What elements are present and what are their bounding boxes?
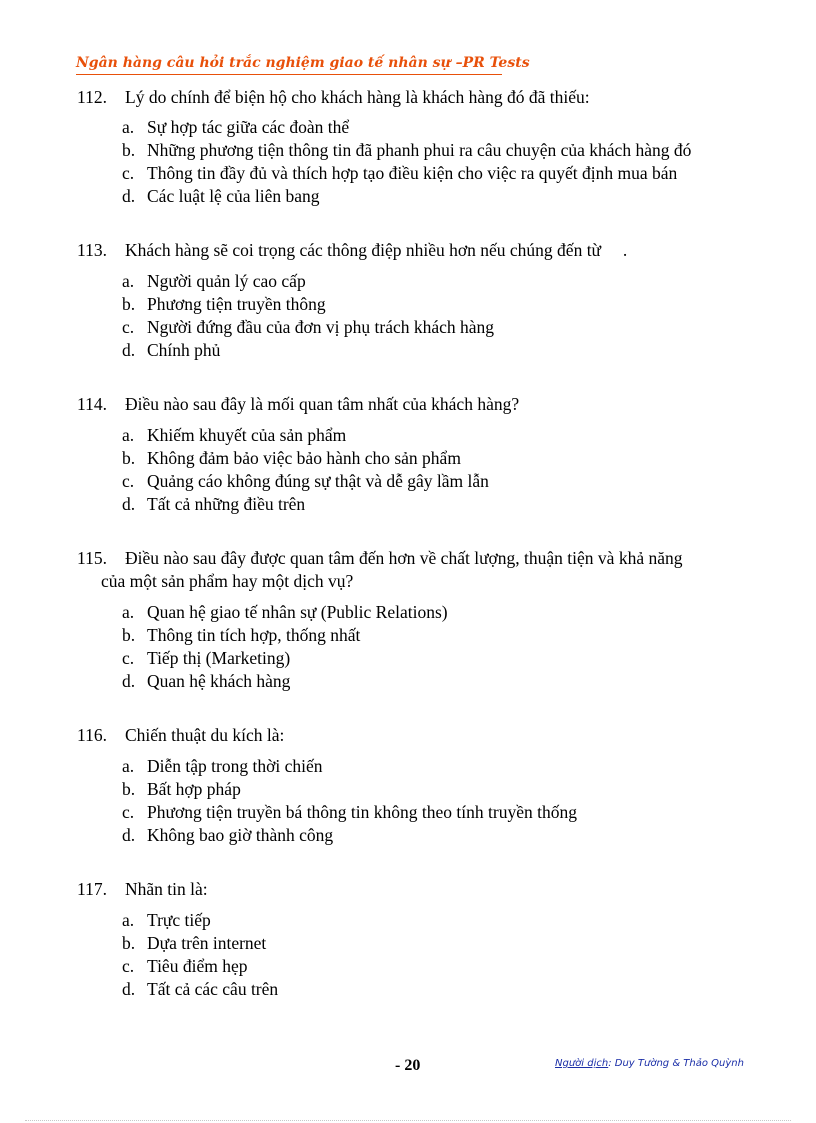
- option-text: Tất cả những điều trên: [147, 494, 306, 514]
- option-text: Tiếp thị (Marketing): [147, 648, 291, 668]
- option-letter: d.: [122, 979, 136, 999]
- option-113-d: [122, 339, 220, 362]
- option-letter: a.: [122, 271, 135, 291]
- option-113-c: [122, 316, 494, 339]
- option-112-d: [122, 185, 320, 208]
- option-letter: d.: [122, 340, 136, 360]
- option-text: Diễn tập trong thời chiến: [147, 756, 323, 776]
- option-letter: a.: [122, 910, 135, 930]
- option-letter: d.: [122, 671, 136, 691]
- option-text: Không đảm bảo việc bảo hành cho sản phẩm: [147, 448, 461, 468]
- option-114-a: [122, 424, 346, 447]
- translator-credit: [555, 1058, 744, 1069]
- question-116: [77, 724, 757, 747]
- option-letter: a.: [122, 117, 135, 137]
- option-text: Phương tiện truyền bá thông tin không theo tính truyền thống: [147, 802, 577, 822]
- option-text: Thông tin tích hợp, thống nhất: [147, 625, 361, 645]
- option-letter: a.: [122, 756, 135, 776]
- question-112: [77, 86, 757, 109]
- option-text: Tất cả các câu trên: [147, 979, 279, 999]
- option-115-a: [122, 601, 448, 624]
- question-115: [77, 547, 757, 570]
- option-text: Phương tiện truyền thông: [147, 294, 326, 314]
- page-bottom-divider: [25, 1120, 791, 1121]
- option-letter: c.: [122, 802, 135, 822]
- option-letter: b.: [122, 140, 136, 160]
- option-112-c: [122, 162, 677, 185]
- option-text: Trực tiếp: [147, 910, 211, 930]
- option-text: Các luật lệ của liên bang: [147, 186, 320, 206]
- option-text: Quảng cáo không đúng sự thật và dễ gây lầm lẫn: [147, 471, 489, 491]
- option-116-c: [122, 801, 577, 824]
- option-116-b: [122, 778, 241, 801]
- option-text: Quan hệ khách hàng: [147, 671, 291, 691]
- option-116-d: [122, 824, 333, 847]
- option-letter: c.: [122, 471, 135, 491]
- credit-names: : Duy Tường & Thảo Quỳnh: [608, 1058, 744, 1069]
- option-letter: d.: [122, 186, 136, 206]
- option-113-a: [122, 270, 306, 293]
- option-letter: d.: [122, 825, 136, 845]
- option-114-b: [122, 447, 461, 470]
- question-number: 115.: [77, 548, 107, 568]
- option-text: Tiêu điểm hẹp: [147, 956, 248, 976]
- question-stem: Chiến thuật du kích là:: [125, 725, 285, 745]
- option-letter: b.: [122, 933, 136, 953]
- question-number: 112.: [77, 87, 107, 107]
- question-number: 113.: [77, 240, 107, 260]
- option-letter: d.: [122, 494, 136, 514]
- question-number: 116.: [77, 725, 107, 745]
- option-117-d: [122, 978, 278, 1001]
- option-letter: b.: [122, 625, 136, 645]
- option-114-c: [122, 470, 489, 493]
- option-text: Thông tin đầy đủ và thích hợp tạo điều kiện cho việc ra quyết định mua bán: [147, 163, 678, 183]
- option-text: Chính phủ: [147, 340, 221, 360]
- option-letter: c.: [122, 956, 135, 976]
- option-text: Khiếm khuyết của sản phẩm: [147, 425, 347, 445]
- option-115-c: [122, 647, 290, 670]
- option-letter: b.: [122, 779, 136, 799]
- question-number: 114.: [77, 394, 107, 414]
- document-header-title: Ngân hàng câu hỏi trắc nghiệm giao tế nhân sự –PR Tests: [76, 52, 502, 75]
- question-stem: Khách hàng sẽ coi trọng các thông điệp nhiều hơn nếu chúng đến từ .: [125, 240, 628, 260]
- page-number: - 20: [395, 1057, 421, 1074]
- option-113-b: [122, 293, 326, 316]
- option-letter: c.: [122, 163, 135, 183]
- option-letter: c.: [122, 317, 135, 337]
- option-letter: a.: [122, 602, 135, 622]
- question-114: [77, 393, 757, 416]
- option-letter: a.: [122, 425, 135, 445]
- question-number: 117.: [77, 879, 107, 899]
- option-text: Không bao giờ thành công: [147, 825, 334, 845]
- question-113: [77, 239, 757, 262]
- option-114-d: [122, 493, 305, 516]
- question-stem: Điều nào sau đây là mối quan tâm nhất của khách hàng?: [125, 394, 520, 414]
- option-115-b: [122, 624, 360, 647]
- question-117: [77, 878, 757, 901]
- option-text: Người quản lý cao cấp: [147, 271, 306, 291]
- option-letter: c.: [122, 648, 135, 668]
- option-112-a: [122, 116, 349, 139]
- option-112-b: [122, 139, 691, 162]
- option-letter: b.: [122, 294, 136, 314]
- question-stem: Điều nào sau đây được quan tâm đến hơn về chất lượng, thuận tiện và khả năng: [125, 548, 683, 568]
- question-stem: Nhãn tin là:: [125, 879, 208, 899]
- option-text: Dựa trên internet: [147, 933, 267, 953]
- option-115-d: [122, 670, 290, 693]
- option-letter: b.: [122, 448, 136, 468]
- option-text: Bất hợp pháp: [147, 779, 241, 799]
- option-text: Người đứng đầu của đơn vị phụ trách khách hàng: [147, 317, 495, 337]
- option-117-b: [122, 932, 266, 955]
- option-117-a: [122, 909, 211, 932]
- question-stem-continuation: của một sản phẩm hay một dịch vụ?: [101, 571, 354, 591]
- option-116-a: [122, 755, 322, 778]
- option-text: Những phương tiện thông tin đã phanh phui ra câu chuyện của khách hàng đó: [147, 140, 692, 160]
- option-text: Sự hợp tác giữa các đoàn thể: [147, 117, 350, 137]
- option-117-c: [122, 955, 247, 978]
- option-text: Quan hệ giao tế nhân sự (Public Relations): [147, 602, 448, 622]
- question-stem: Lý do chính để biện hộ cho khách hàng là khách hàng đó đã thiếu:: [125, 87, 590, 107]
- credit-label: Người dịch: [555, 1058, 609, 1069]
